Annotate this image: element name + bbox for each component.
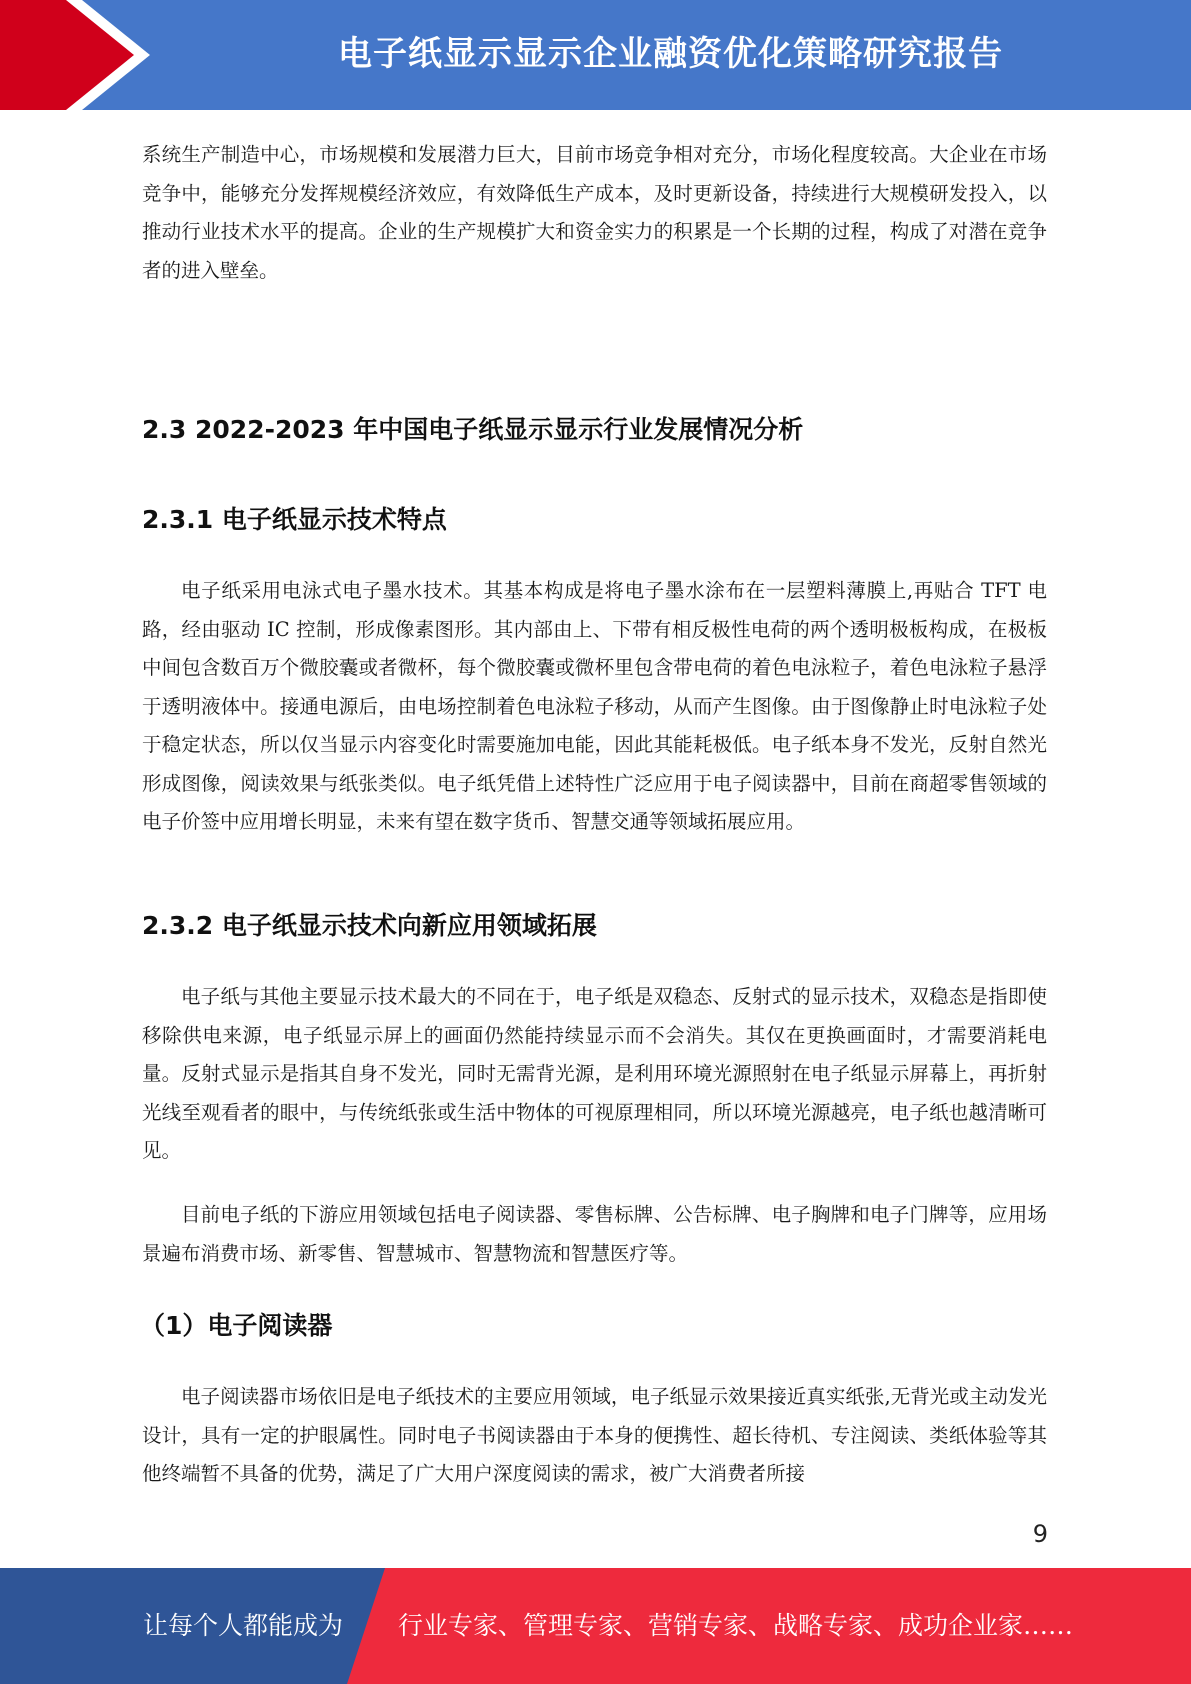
subsection-ereader-heading: （1）电子阅读器	[140, 1311, 333, 1340]
page-footer	[0, 1568, 1191, 1684]
subsection-ereader-paragraph: 电子阅读器市场依旧是电子纸技术的主要应用领域，电子纸显示效果接近真实纸张,无背光或主动发光设计，具有一定的护眼属性。同时电子书阅读器由于本身的便携性、超长待机、专注阅读、类纸体验等其他终端暂不具备的优势，满足了广大用户深度阅读的需求，被广大消费者所接	[142, 1385, 1047, 1485]
section-2-3-2-paragraph-2: 目前电子纸的下游应用领域包括电子阅读器、零售标牌、公告标牌、电子胸牌和电子门牌等，应用场景遍布消费市场、新零售、智慧城市、智慧物流和智慧医疗等。	[142, 1203, 1047, 1265]
header-chevron-icon	[0, 0, 140, 110]
page-number: 9	[1032, 1520, 1048, 1548]
section-2-3-2-heading: 2.3.2 电子纸显示技术向新应用领域拓展	[142, 911, 597, 940]
page-header	[0, 0, 1191, 110]
section-2-3-1-heading: 2.3.1 电子纸显示技术特点	[142, 505, 447, 534]
section-2-3-2-paragraph-1: 电子纸与其他主要显示技术最大的不同在于，电子纸是双稳态、反射式的显示技术，双稳态是指即使移除供电来源，电子纸显示屏上的画面仍然能持续显示而不会消失。其仅在更换画面时，才需要消耗电量。反射式显示是指其自身不发光，同时无需背光源，是利用环境光源照射在电子纸显示屏幕上，再折射光线至观看者的眼中，与传统纸张或生活中物体的可视原理相同，所以环境光源越亮，电子纸也越清晰可见。	[142, 985, 1047, 1162]
intro-paragraph: 系统生产制造中心，市场规模和发展潜力巨大，目前市场竞争相对充分，市场化程度较高。大企业在市场竞争中，能够充分发挥规模经济效应，有效降低生产成本，及时更新设备，持续进行大规模研发投入，以推动行业技术水平的提高。企业的生产规模扩大和资金实力的积累是一个长期的过程，构成了对潜在竞争者的进入壁垒。	[142, 143, 1047, 282]
section-2-3-1-paragraph: 电子纸采用电泳式电子墨水技术。其基本构成是将电子墨水涂布在一层塑料薄膜上,再贴合 TFT 电路，经由驱动 IC 控制，形成像素图形。其内部由上、下带有相反极性电荷的两个透明极板构成，在极板中间包含数百万个微胶囊或者微杯，每个微胶囊或微杯里包含带电荷的着色电泳粒子，着色电泳粒子悬浮于透明液体中。接通电源后，由电场控制着色电泳粒子移动，从而产生图像。由于图像静止时电泳粒子处于稳定状态，所以仅当显示内容变化时需要施加电能，因此其能耗极低。电子纸本身不发光，反射自然光形成图像，阅读效果与纸张类似。电子纸凭借上述特性广泛应用于电子阅读器中，目前在商超零售领域的电子价签中应用增长明显，未来有望在数字货币、智慧交通等领域拓展应用。	[142, 579, 1047, 833]
footer-slogan-right: 行业专家、管理专家、营销专家、战略专家、成功企业家……	[398, 1611, 1074, 1640]
footer-slogan-left: 让每个人都能成为	[143, 1611, 344, 1640]
report-title: 电子纸显示显示企业融资优化策略研究报告	[338, 34, 1003, 74]
section-2-3-heading: 2.3 2022-2023 年中国电子纸显示显示行业发展情况分析	[142, 415, 804, 444]
